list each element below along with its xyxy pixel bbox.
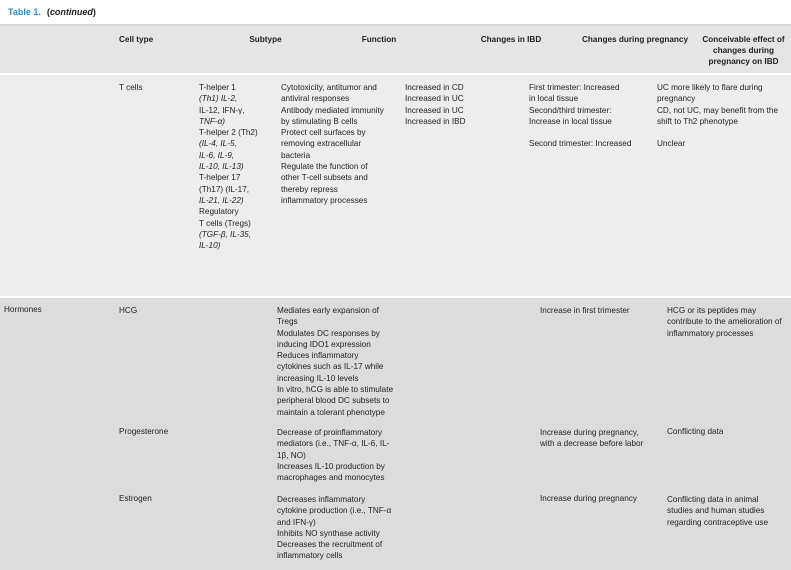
pregnancy-line: First trimester: Increased [529, 83, 620, 92]
effect-line: studies and human studies [667, 506, 765, 516]
function-line: inducing IDO1 expression [277, 339, 371, 349]
function-cell-progesterone [277, 427, 397, 483]
effect-line: regarding contraceptive use [667, 517, 769, 527]
function-line: inflammatory cells [277, 551, 343, 561]
effect-line: Conflicting data in animal [667, 495, 759, 504]
effect-line: HCG or its peptides may [667, 306, 757, 315]
function-line: Inhibits NO synthase activity [277, 528, 380, 538]
effect-line: inflammatory processes [667, 328, 754, 338]
caption-open-paren: ( [46, 7, 50, 17]
function-cell [277, 74, 401, 296]
function-line: and IFN-γ) [277, 517, 316, 527]
subtype-line: Regulatory [199, 207, 239, 217]
function-line: by stimulating B cells [281, 116, 358, 126]
effect-line: shift to Th2 phenotype [657, 116, 738, 126]
function-line: Antibody mediated immunity [281, 105, 384, 115]
subtype-progesterone: Progesterone [119, 427, 169, 436]
subtype-estrogen: Estrogen [119, 494, 152, 503]
subtype-cell [195, 74, 277, 296]
subtype-line: IL-21, IL-22) [199, 195, 244, 205]
function-cell-estrogen [277, 494, 399, 562]
subtype-line: T cells (Tregs) [199, 218, 251, 228]
table-row [0, 74, 791, 296]
subtype-line: (TGF-β, IL-35, [199, 229, 251, 239]
header-cell-type: Cell type [115, 26, 221, 73]
function-line: antiviral responses [281, 94, 350, 104]
subtype-line: TNF-α) [199, 116, 226, 126]
ibd-line: Increased in CD [405, 83, 464, 92]
function-line: cytokine production (i.e., TNF-α [277, 506, 392, 516]
effect-line: Unclear [657, 139, 686, 149]
subtype-line: (IL-4, IL-5, [199, 139, 237, 149]
pregnancy-line: Second trimester: Increased [529, 139, 632, 149]
function-line: other T-cell subsets and [281, 173, 368, 183]
tcells-table [0, 73, 791, 296]
spacer [657, 127, 787, 138]
pregnancy-cell-progesterone [540, 427, 643, 450]
table-label: Table 1. [8, 7, 41, 17]
header-changes-ibd: Changes in IBD [448, 26, 574, 73]
function-line: Decreases the recruitment of [277, 540, 383, 550]
pregnancy-line: in local tissue [529, 94, 579, 104]
ibd-line: Increased in UC [405, 105, 464, 115]
table-caption [0, 0, 791, 26]
function-line: Protect cell surfaces by [281, 128, 366, 138]
header-row [0, 26, 791, 73]
effect-line: CD, not UC, may benefit from the [657, 105, 779, 115]
function-line: peripheral blood DC subsets to [277, 396, 390, 406]
function-line: removing extracellular [281, 139, 362, 149]
function-cell-hcg [277, 305, 397, 418]
subtype-line: IL-10) [199, 241, 221, 251]
function-line: macrophages and monocytes [277, 473, 385, 483]
pregnancy-line: Second/third trimester: [529, 105, 612, 115]
category-hormones: Hormones [4, 305, 42, 314]
effect-line: UC more likely to flare during [657, 83, 763, 92]
effect-progesterone: Conflicting data [667, 427, 724, 436]
subtype-line: T-helper 1 [199, 83, 236, 92]
ibd-line: Increased in UC [405, 94, 464, 104]
function-line: Decreases inflammatory [277, 495, 366, 504]
function-line: Mediates early expansion of [277, 306, 379, 315]
function-line: Decrease of proinflammatory [277, 428, 383, 437]
function-line: inflammatory processes [281, 195, 368, 205]
function-line: maintain a tolerant phenotype [277, 407, 385, 417]
subtype-line: IL-12, IFN-γ, [199, 105, 245, 115]
subtype-line: T-helper 17 [199, 173, 241, 183]
header-changes-pregnancy: Changes during pregnancy [574, 26, 696, 73]
function-line: increasing IL-10 levels [277, 373, 359, 383]
function-line: 1β, NO) [277, 450, 306, 460]
subtype-hcg: HCG [119, 306, 138, 315]
effect-cell-estrogen [667, 494, 791, 528]
function-line: Regulate the function of [281, 162, 368, 172]
pregnancy-line: Increase during pregnancy, [540, 428, 639, 437]
header-subtype: Subtype [221, 26, 310, 73]
function-line: Reduces inflammatory [277, 351, 359, 361]
header-effect: Conceivable effect of changes during pregnancy on IBD [696, 26, 791, 73]
subtype-line: (Th1) IL-2, [199, 94, 238, 104]
effect-line: pregnancy [657, 94, 696, 104]
function-line: bacteria [281, 150, 311, 160]
header-function: Function [310, 26, 448, 73]
function-line: cytokines such as IL-17 while [277, 362, 384, 372]
caption-continued: continued [49, 7, 93, 17]
function-line: mediators (i.e., TNF-α, IL-6, IL- [277, 439, 390, 449]
ibd-cell [401, 74, 525, 296]
function-line: In vitro, hCG is able to stimulate [277, 385, 394, 395]
category-cell [0, 74, 115, 296]
function-line: Tregs [277, 317, 298, 327]
effect-cell [653, 74, 791, 296]
effect-cell-hcg [667, 305, 791, 339]
function-line: Cytotoxicity, antitumor and [281, 83, 377, 92]
function-line: Increases IL-10 production by [277, 461, 385, 471]
pregnancy-line: Increase in local tissue [529, 116, 612, 126]
data-table [0, 26, 791, 73]
pregnancy-estrogen: Increase during pregnancy [540, 494, 637, 503]
subtype-line: (Th17) (IL-17, [199, 184, 250, 194]
pregnancy-line: with a decrease before labor [540, 439, 644, 449]
ibd-line: Increased in IBD [405, 116, 466, 126]
function-line: Modulates DC responses by [277, 328, 380, 338]
subtype-line: T-helper 2 (Th2) [199, 128, 258, 138]
effect-line: contribute to the amelioration of [667, 317, 782, 327]
pregnancy-hcg: Increase in first trimester [540, 306, 630, 315]
pregnancy-cell [525, 74, 653, 296]
cell-type-tcells: T cells [115, 74, 195, 296]
subtype-line: IL-6, IL-9, [199, 150, 235, 160]
caption-close-paren: ) [92, 7, 96, 17]
subtype-line: IL-10, IL-13) [199, 162, 244, 172]
header-category [0, 26, 115, 73]
hormones-section [0, 296, 791, 570]
spacer [529, 127, 649, 138]
function-line: thereby repress [281, 184, 338, 194]
